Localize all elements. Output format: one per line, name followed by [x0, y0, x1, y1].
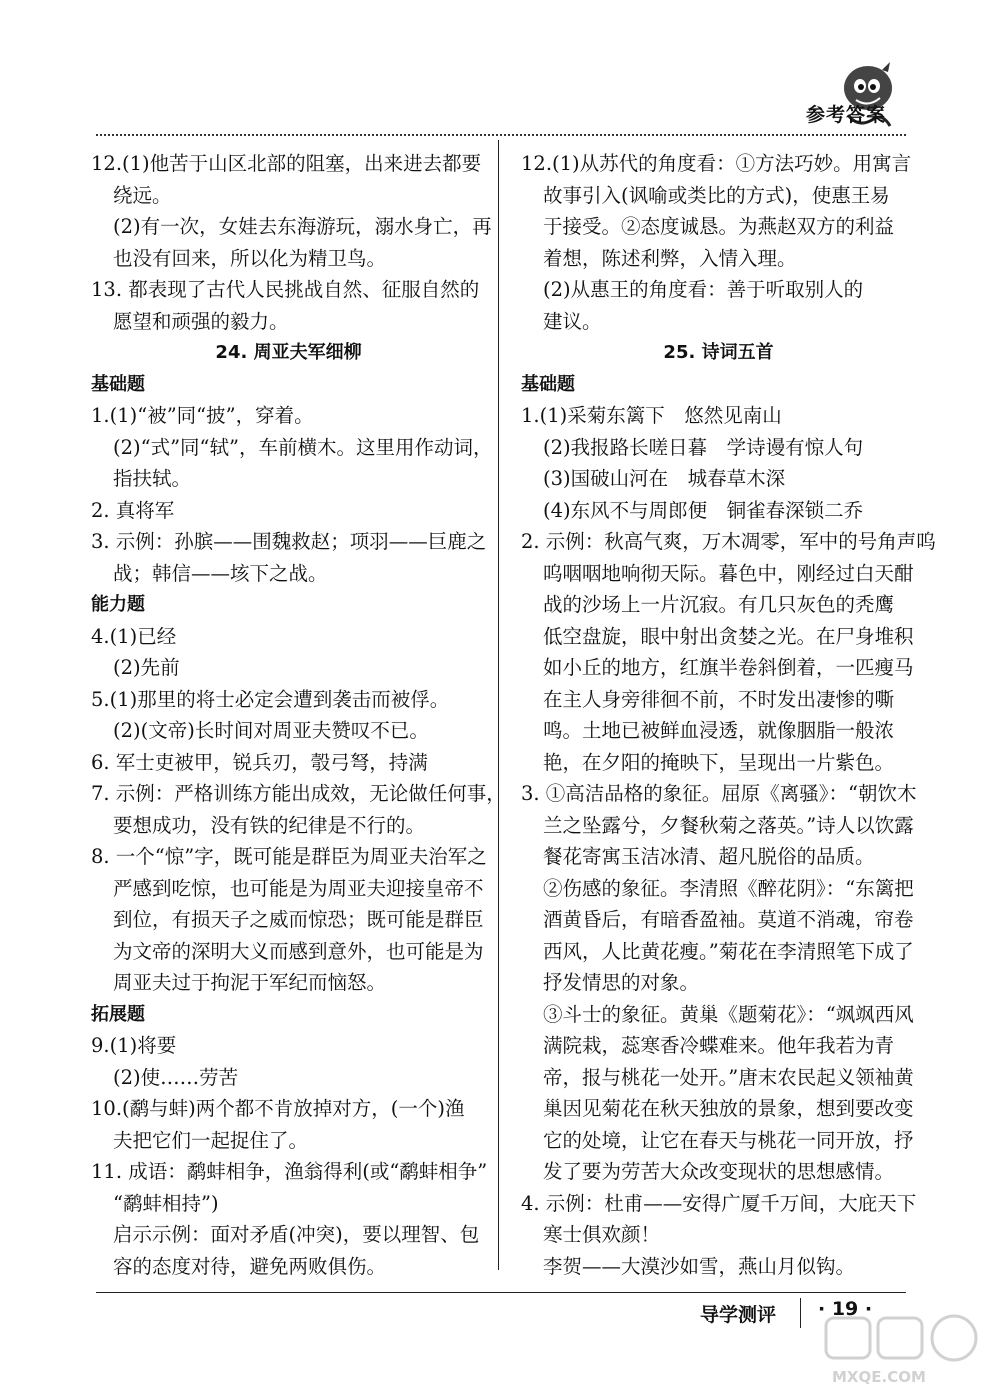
- answer-line: 酒黄昏后，有暗香盈袖。莫道不消魂，帘卷: [543, 908, 914, 931]
- answer-line: 8. 一个“惊”字，既可能是群臣为周亚夫治军之: [91, 845, 487, 868]
- answer-line: 也没有回来，所以化为精卫鸟。: [113, 246, 387, 270]
- answer-line: 战的沙场上一片沉寂。有几只灰色的秃鹰: [543, 593, 895, 616]
- answer-line: 2. 真将军: [91, 498, 175, 522]
- answer-line: 巢因见菊花在秋天独放的景象，想到要改变: [543, 1097, 914, 1120]
- answer-line: 12.(1)他苦于山区北部的阻塞，出来进去都要: [91, 152, 482, 175]
- answer-line: 为文帝的深明大义而感到意外，也可能是为: [113, 939, 484, 963]
- answer-line: 寒士俱欢颜！: [543, 1223, 661, 1246]
- answer-line: 李贺——大漠沙如雪，燕山月似钩。: [543, 1254, 856, 1278]
- header-rule: [96, 134, 906, 136]
- answer-line: 于接受。②态度诚恳。为燕赵双方的利益: [543, 215, 895, 238]
- answer-line: 1.(1)采菊东篱下 悠然见南山: [521, 404, 782, 427]
- answer-line: 夫把它们一起捉住了。: [113, 1128, 309, 1152]
- header-title: 参考答案: [806, 104, 887, 126]
- answer-line: 在主人身旁徘徊不前，不时发出凄惨的嘶: [543, 687, 895, 711]
- answer-line: (2)“式”同“轼”，车前横木。这里用作动词，: [113, 435, 493, 459]
- section-heading: 基础题: [91, 373, 145, 395]
- answer-line: 3. 示例：孙膑——围魏救赵；项羽——巨鹿之: [91, 530, 487, 553]
- answer-line: (2)有一次，女娃去东海游玩，溺水身亡，再: [113, 215, 492, 238]
- answer-line: ③斗士的象征。黄巢《题菊花》：“飒飒西风: [543, 1002, 914, 1026]
- answer-line: 艳，在夕阳的掩映下，呈现出一片紫色。: [543, 750, 895, 774]
- answer-line: 10.(鹬与蚌)两个都不肯放掉对方，(一个)渔: [91, 1097, 465, 1120]
- answer-line: 4.(1)已经: [91, 624, 177, 648]
- answer-line: 绕远。: [113, 183, 172, 207]
- answer-line: (2)我报路长嗟日暮 学诗谩有惊人句: [543, 435, 864, 459]
- section-title: 25. 诗词五首: [663, 342, 774, 363]
- answer-line: 6. 军士吏被甲，锐兵刃，彀弓弩，持满: [91, 750, 428, 774]
- footer-rule: [96, 1292, 906, 1293]
- section-title: 24. 周亚夫军细柳: [215, 342, 362, 363]
- watermark-logo: [820, 1310, 990, 1390]
- column-divider: [498, 140, 499, 1270]
- answer-line: 启示示例：面对矛盾(冲突)，要以理智、包: [113, 1223, 480, 1246]
- answer-line: 满院栽，蕊寒香冷蝶难来。他年我若为青: [543, 1034, 895, 1057]
- answer-line: 着想，陈述利弊，入情入理。: [543, 246, 797, 270]
- section-heading: 拓展题: [91, 1003, 145, 1025]
- answer-line: 周亚夫过于拘泥于军纪而恼怒。: [113, 971, 387, 994]
- answer-line: 西风，人比黄花瘦。”菊花在李清照笔下成了: [543, 939, 914, 963]
- answer-line: 1.(1)“被”同“披”，穿着。: [91, 404, 314, 427]
- answer-line: 2. 示例：秋高气爽，万木凋零，军中的号角声呜: [521, 530, 936, 553]
- answer-line: 11. 成语：鹬蚌相争，渔翁得利(或“鹬蚌相争”: [91, 1160, 488, 1183]
- answer-line: 要想成功，没有铁的纪律是不行的。: [113, 813, 426, 837]
- svg-text:MXQE.COM: MXQE.COM: [832, 1368, 926, 1386]
- answer-line: 指扶轼。: [113, 467, 192, 490]
- answer-line: 建议。: [543, 309, 602, 333]
- answer-line: 呜咽咽地响彻天际。暮色中，刚经过白天酣: [543, 561, 914, 585]
- answer-line: 战；韩信——垓下之战。: [113, 561, 328, 585]
- answer-line: “鹬蚌相持”): [113, 1191, 219, 1215]
- answer-line: 4. 示例：杜甫——安得广厦千万间，大庇天下: [521, 1191, 917, 1215]
- answer-line: 愿望和顽强的毅力。: [113, 309, 289, 333]
- answer-line: 发了要为劳苦大众改变现状的思想感情。: [543, 1160, 895, 1183]
- answer-line: 抒发情思的对象。: [543, 971, 700, 994]
- answer-line: 5.(1)那里的将士必定会遭到袭击而被俘。: [91, 687, 450, 711]
- answer-line: ②伤感的象征。李清照《醉花阴》：“东篱把: [543, 876, 914, 900]
- answer-line: (4)东风不与周郎便 铜雀春深锁二乔: [543, 498, 864, 522]
- footer-separator: [800, 1298, 801, 1328]
- section-heading: 基础题: [521, 373, 575, 395]
- answer-line: 它的处境，让它在春天与桃花一同开放，抒: [543, 1128, 914, 1152]
- answer-line: 12.(1)从苏代的角度看：①方法巧妙。用寓言: [521, 152, 912, 175]
- answer-line: 9.(1)将要: [91, 1034, 177, 1057]
- answer-line: 3. ①高洁品格的象征。屈原《离骚》：“朝饮木: [521, 782, 917, 805]
- answer-line: 餐花寄寓玉洁冰清、超凡脱俗的品质。: [543, 845, 875, 868]
- answer-line: 容的态度对待，避免两败俱伤。: [113, 1254, 387, 1278]
- answer-line: (2)先前: [113, 656, 180, 679]
- page-number: · 19 ·: [818, 1298, 873, 1320]
- answer-line: 故事引入(讽喻或类比的方式)，使惠王易: [543, 183, 890, 207]
- answer-line: 低空盘旋，眼中射出贪婪之光。在尸身堆积: [543, 624, 914, 648]
- right-column: [521, 148, 936, 1282]
- footer-brand: 导学测评: [700, 1304, 777, 1326]
- answer-line: 帝，报与桃花一处开。”唐末农民起义领袖黄: [543, 1065, 914, 1089]
- answer-line: 兰之坠露兮，夕餐秋菊之落英。”诗人以饮露: [543, 813, 914, 837]
- answer-line: (2)使……劳苦: [113, 1065, 239, 1089]
- answer-line: 如小丘的地方，红旗半卷斜倒着，一匹瘦马: [543, 656, 914, 679]
- left-column: [91, 148, 506, 1282]
- answer-line: 到位，有损天子之威而惊恐；既可能是群臣: [113, 908, 484, 931]
- answer-line: 鸣。土地已被鲜血浸透，就像胭脂一般浓: [543, 719, 895, 742]
- section-heading: 能力题: [91, 594, 145, 615]
- answer-line: 13. 都表现了古代人民挑战自然、征服自然的: [91, 278, 480, 301]
- answer-line: (2)(文帝)长时间对周亚夫赞叹不已。: [113, 719, 429, 742]
- answer-line: (3)国破山河在 城春草木深: [543, 467, 786, 490]
- answer-line: 严感到吃惊，也可能是为周亚夫迎接皇帝不: [113, 876, 484, 900]
- answer-line: 7. 示例：严格训练方能出成效，无论做任何事，: [91, 782, 506, 805]
- answer-line: (2)从惠王的角度看：善于听取别人的: [543, 278, 864, 301]
